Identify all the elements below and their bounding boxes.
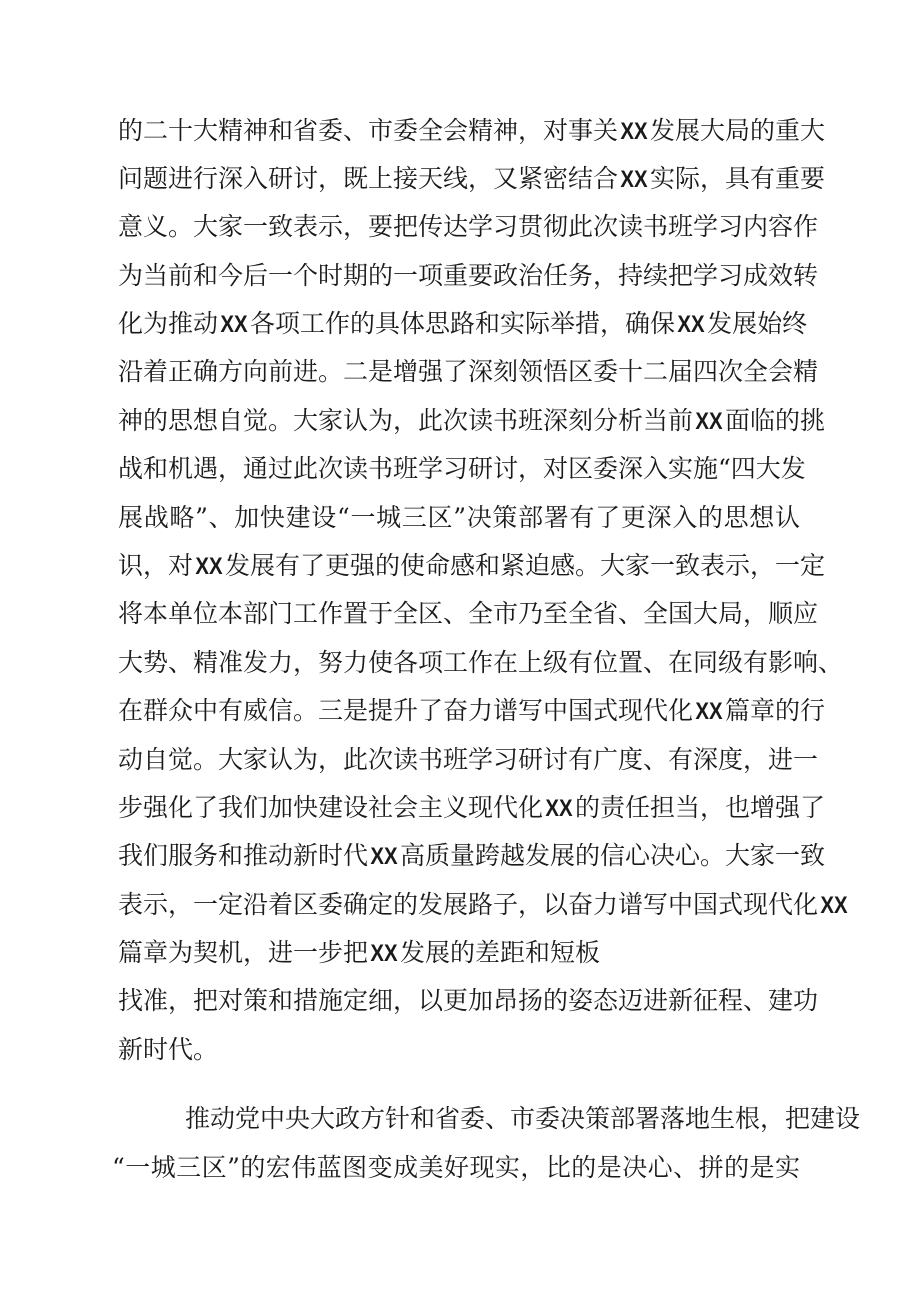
text-line: 步强化了我们加快建设社会主义现代化 XX的责任担当，也增强了 (118, 793, 826, 822)
text-line: 战和机遇，通过此次读书班学习研讨，对区委深入实施“四大发 (118, 454, 806, 483)
placeholder-xx: XX (695, 408, 723, 435)
placeholder-xx: XX (220, 311, 248, 338)
text-line: “一城三区”的宏伟蓝图变成美好现实，比的是决心、拼的是实 (112, 1153, 800, 1182)
placeholder-xx: XX (620, 166, 648, 193)
text-line: 篇章为契机，进一步把 XX发展的差距和短板 (118, 938, 601, 967)
placeholder-xx: XX (620, 118, 648, 145)
text-line: 意义。大家一致表示，要把传达学习贯彻此次读书班学习内容作 (118, 212, 819, 241)
placeholder-xx: XX (370, 940, 398, 967)
text-line: 大势、精准发力，努力使各项工作在上级有位置、在同级有影响、 (118, 648, 844, 677)
placeholder-xx: XX (545, 795, 573, 822)
text-line: 问题进行深入研讨，既上接天线，又紧密结合 XX实际，具有重要 (118, 164, 826, 193)
text-line: 为当前和今后一个时期的一项重要政治任务，持续把学习成效转 (118, 261, 819, 290)
text-line: 神的思想自觉。大家认为，此次读书班深刻分析当前 XX面临的挑 (118, 406, 826, 435)
text-line: 动自觉。大家认为，此次读书班学习研讨有广度、有深度，进一 (118, 745, 819, 774)
text-line: 推动党中央大政方针和省委、市委决策部署落地生根，把建设 (185, 1104, 861, 1133)
text-line: 我们服务和推动新时代 XX高质量跨越发展的信心决心。大家一致 (118, 841, 826, 870)
placeholder-xx: XX (195, 553, 223, 580)
text-line: 在群众中有威信。三是提升了奋力谱写中国式现代化 XX篇章的行 (118, 696, 826, 725)
text-line: 新时代。 (118, 1035, 219, 1064)
placeholder-xx: XX (820, 892, 848, 919)
text-line: 沿着正确方向前进。二是增强了深刻领悟区委十二届四次全会精 (118, 357, 819, 386)
text-line: 的二十大精神和省委、市委全会精神，对事关 XX发展大局的重大 (118, 116, 826, 145)
placeholder-xx: XX (677, 311, 705, 338)
placeholder-xx: XX (695, 698, 723, 725)
text-line: 化为推动 XX各项工作的具体思路和实际举措，确保 XX发展始终 (118, 309, 808, 338)
text-line: 表示，一定沿着区委确定的发展路子，以奋力谱写中国式现代化 XX (118, 890, 848, 919)
text-line: 找准，把对策和措施定细，以更加昂扬的姿态迈进新征程、建功 (118, 986, 819, 1015)
placeholder-xx: XX (370, 843, 398, 870)
text-line: 展战略”、加快建设“一城三区”决策部署有了更深入的思想认 (118, 503, 800, 532)
text-line: 将本单位本部门工作置于全区、全市乃至全省、全国大局，顺应 (118, 599, 819, 628)
text-line: 识，对 XX发展有了更强的使命感和紧迫感。大家一致表示，一定 (118, 551, 826, 580)
